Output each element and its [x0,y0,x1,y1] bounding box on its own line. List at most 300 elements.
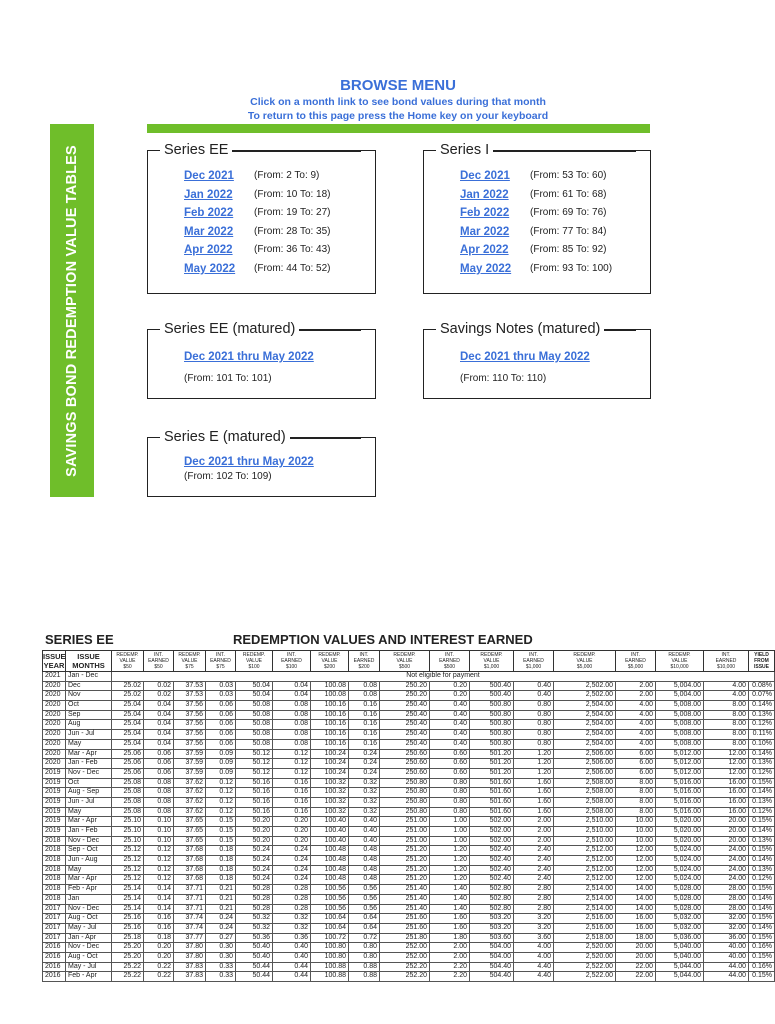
list-item [184,206,331,220]
list-item [460,262,612,276]
table-cell: 0.14% [749,788,775,798]
table-cell: 0.16 [144,914,174,924]
table-row [43,875,775,885]
table-cell: 2,506.00 [554,759,616,769]
list-item [460,169,607,183]
table-cell: 24.00 [704,846,749,856]
table-cell: 14.00 [616,894,656,904]
table-cell: 100.64 [311,923,349,933]
table-cell: 250.60 [380,768,430,778]
table-cell: 0.60 [430,768,470,778]
table-cell: 0.40 [430,720,470,730]
table-cell: 100.08 [311,691,349,701]
table-cell: 2.40 [514,875,554,885]
table-cell: 0.80 [514,739,554,749]
table-cell: 6.00 [616,768,656,778]
table-cell: 504.00 [470,952,514,962]
table-cell: 504.00 [470,943,514,953]
table-cell: 5,040.00 [656,952,704,962]
range-text: (From: 102 To: 109) [184,471,272,482]
table-cell: 0.48 [349,865,380,875]
table-cell: 0.12 [206,797,236,807]
table-cell: 0.06 [206,720,236,730]
table-cell: Not eligible for payment [112,672,775,682]
month-link[interactable]: Apr 2022 [184,244,233,256]
table-cell: 2,510.00 [554,817,616,827]
column-header: REDEMP. VALUE $5,000 [554,651,616,672]
table-cell: 500.40 [470,691,514,701]
table-cell: 37.71 [174,894,206,904]
month-link[interactable]: Dec 2021 [184,170,234,182]
table-cell: 1.20 [430,846,470,856]
table-cell: 2.00 [616,691,656,701]
month-link[interactable]: Apr 2022 [460,244,509,256]
table-cell: 0.20 [273,827,311,837]
table-cell: 0.16 [349,730,380,740]
table-cell: 0.80 [514,720,554,730]
table-cell: 2020 [43,681,66,691]
table-cell: 5,044.00 [656,972,704,982]
table-cell: 5,024.00 [656,856,704,866]
table-cell: 25.16 [112,923,144,933]
table-cell: May [66,865,112,875]
table-cell: 50.44 [236,962,273,972]
redemption-table [42,650,775,982]
table-cell: 0.56 [349,885,380,895]
table-cell: 0.18 [144,933,174,943]
table-cell: Nov - Dec [66,943,112,953]
table-cell: 100.40 [311,827,349,837]
range-text: (From: 93 To: 100) [530,263,613,274]
table-cell: 0.16 [349,701,380,711]
month-link[interactable]: Dec 2021 [460,170,510,182]
table-cell: 44.00 [704,972,749,982]
table-cell: 0.24 [273,856,311,866]
table-cell: Feb - Apr [66,885,112,895]
table-cell: 0.28 [273,894,311,904]
table-cell: 37.71 [174,904,206,914]
table-row [43,701,775,711]
table-cell: 37.83 [174,962,206,972]
table-cell: 1.40 [430,894,470,904]
table-cell: 22.00 [616,962,656,972]
month-link[interactable]: Mar 2022 [184,226,234,238]
table-cell: May [66,807,112,817]
table-cell: 2019 [43,788,66,798]
table-cell: 0.12 [206,807,236,817]
header-row [43,651,775,672]
table-cell: 0.12 [144,865,174,875]
table-cell: 8.00 [616,778,656,788]
table-cell: 0.48 [349,846,380,856]
table-cell: 37.59 [174,768,206,778]
series-ee-box [147,142,376,294]
table-cell: Aug - Sep [66,788,112,798]
table-cell: 0.60 [430,749,470,759]
table-cell: 37.62 [174,797,206,807]
table-cell: 2016 [43,952,66,962]
table-cell: 0.08 [273,739,311,749]
table-cell: 2.40 [514,846,554,856]
table-cell: 50.04 [236,691,273,701]
table-cell: 50.16 [236,778,273,788]
table-cell: 502.00 [470,827,514,837]
month-link[interactable]: Feb 2022 [184,207,234,219]
table-cell: 251.00 [380,827,430,837]
table-cell: 100.32 [311,797,349,807]
table-cell: 50.08 [236,730,273,740]
list-item [184,262,331,276]
table-cell: 500.80 [470,710,514,720]
table-cell: 0.12 [206,778,236,788]
table-cell: 0.13% [749,797,775,807]
table-cell: 0.06 [206,710,236,720]
table-cell: 0.33 [206,962,236,972]
table-cell: 5,028.00 [656,885,704,895]
table-cell: 251.40 [380,885,430,895]
table-cell: 36.00 [704,933,749,943]
table-cell: 0.22 [144,972,174,982]
range-text: (From: 28 To: 35) [254,226,331,237]
table-cell: 100.16 [311,701,349,711]
table-cell: 0.24 [349,768,380,778]
box-title: Series EE [160,141,232,159]
month-link[interactable]: Mar 2022 [460,226,510,238]
table-cell: Dec [66,681,112,691]
table-cell: 0.12 [206,788,236,798]
table-cell: 0.10% [749,739,775,749]
table-cell: 2.00 [514,827,554,837]
table-cell: 0.06 [206,701,236,711]
month-link[interactable]: Jan 2022 [460,189,509,201]
table-cell: 250.40 [380,720,430,730]
table-cell: Sep [66,710,112,720]
table-cell: 20.00 [704,827,749,837]
table-cell: 0.02 [144,691,174,701]
table-cell: 37.56 [174,739,206,749]
table-cell: 0.15% [749,885,775,895]
table-cell: 2.00 [430,943,470,953]
table-cell: 50.36 [236,933,273,943]
table-cell: 50.20 [236,817,273,827]
table-row [43,885,775,895]
table-cell: 0.44 [273,972,311,982]
table-cell: 0.12% [749,768,775,778]
table-cell: 4.00 [514,952,554,962]
table-cell: 1.60 [514,778,554,788]
table-cell: 25.10 [112,817,144,827]
table-cell: 5,012.00 [656,759,704,769]
table-cell: 0.12 [273,759,311,769]
table-cell: 0.08 [273,710,311,720]
table-cell: 2,508.00 [554,788,616,798]
month-link[interactable]: Jan 2022 [184,189,233,201]
month-range-link[interactable]: Dec 2021 thru May 2022 [184,456,314,468]
table-row [43,710,775,720]
table-cell: 2,514.00 [554,894,616,904]
table-cell: 12.00 [616,856,656,866]
column-header: YIELD FROM ISSUE [749,651,775,672]
table-cell: 0.40 [430,701,470,711]
table-cell: 100.16 [311,730,349,740]
table-cell: 0.16 [273,788,311,798]
table-cell: 0.40 [349,836,380,846]
table-cell: 37.62 [174,788,206,798]
table-cell: 0.40 [514,681,554,691]
table-cell: 0.08 [144,807,174,817]
table-cell: 5,016.00 [656,807,704,817]
table-cell: 2.00 [430,952,470,962]
table-cell: 2018 [43,885,66,895]
table-row [43,788,775,798]
table-cell: 2.80 [514,894,554,904]
table-cell: 2018 [43,875,66,885]
table-cell: 37.68 [174,856,206,866]
table-cell: Jan - Apr [66,933,112,943]
table-cell: 0.15% [749,933,775,943]
table-cell: 100.08 [311,681,349,691]
table-cell: 2.40 [514,856,554,866]
table-cell: 2019 [43,817,66,827]
table-cell: 5,004.00 [656,691,704,701]
table-cell: 0.40 [430,730,470,740]
table-cell: 50.08 [236,739,273,749]
table-cell: 251.20 [380,846,430,856]
table-cell: 0.40 [430,710,470,720]
table-cell: 100.40 [311,817,349,827]
table-cell: 100.48 [311,856,349,866]
table-cell: 1.20 [430,875,470,885]
table-cell: 0.40 [430,739,470,749]
table-cell: 25.20 [112,952,144,962]
box-title: Series E (matured) [160,428,290,446]
series-ee-matured-box [147,321,376,399]
table-cell: 25.08 [112,778,144,788]
box-border-accent [290,437,361,439]
table-cell: 2,508.00 [554,778,616,788]
table-cell: 501.60 [470,788,514,798]
table-cell: Aug [66,720,112,730]
column-header: REDEMP. VALUE $100 [236,651,273,672]
table-cell: 25.06 [112,768,144,778]
table-cell: 2,512.00 [554,846,616,856]
box-title: Series EE (matured) [160,320,299,338]
table-cell: 0.15% [749,972,775,982]
table-cell: 5,020.00 [656,817,704,827]
table-cell: 250.40 [380,710,430,720]
table-cell: 1.60 [430,923,470,933]
table-row [43,768,775,778]
column-header: INT. EARNED $1,000 [514,651,554,672]
list-item [184,243,331,257]
range-text: (From: 110 To: 110) [460,373,547,384]
month-link[interactable]: Feb 2022 [460,207,510,219]
table-cell: 1.20 [514,768,554,778]
table-cell: 50.32 [236,923,273,933]
table-cell: 25.08 [112,797,144,807]
table-cell: 4.00 [704,681,749,691]
table-cell: Mar - Apr [66,749,112,759]
table-cell: 5,020.00 [656,836,704,846]
table-cell: 100.16 [311,710,349,720]
table-cell: 50.32 [236,914,273,924]
table-cell: 100.88 [311,972,349,982]
table-cell: 0.03 [206,681,236,691]
table-cell: 501.60 [470,807,514,817]
table-cell: 2.00 [514,817,554,827]
table-cell: 12.00 [704,759,749,769]
table-cell: 44.00 [704,962,749,972]
table-cell: 0.15% [749,778,775,788]
table-cell: 2,512.00 [554,865,616,875]
table-cell: 5,008.00 [656,710,704,720]
table-cell: 37.65 [174,836,206,846]
table-cell: 0.07% [749,691,775,701]
browse-instruction-2: To return to this page press the Home key on your keyboard [247,110,549,122]
table-cell: 0.88 [349,962,380,972]
table-cell: 500.80 [470,720,514,730]
range-text: (From: 19 To: 27) [254,207,331,218]
table-cell: 50.24 [236,875,273,885]
table-cell: 100.40 [311,836,349,846]
table-cell: 0.80 [514,730,554,740]
table-cell: Nov - Dec [66,768,112,778]
list-item [460,188,607,202]
table-cell: 250.40 [380,701,430,711]
table-cell: 5,020.00 [656,827,704,837]
table-cell: 0.72 [349,933,380,943]
table-cell: 0.13% [749,865,775,875]
table-cell: 2019 [43,807,66,817]
table-cell: 100.24 [311,759,349,769]
table-cell: 100.16 [311,739,349,749]
table-cell: 2020 [43,701,66,711]
table-cell: 37.68 [174,846,206,856]
savings-notes-matured-box [423,321,651,399]
table-cell: 252.20 [380,972,430,982]
table-cell: 2,504.00 [554,730,616,740]
table-cell: Oct [66,701,112,711]
table-cell: 0.30 [206,952,236,962]
table-cell: 16.00 [704,778,749,788]
table-cell: 25.14 [112,894,144,904]
table-cell: 503.20 [470,914,514,924]
table-cell: 0.24 [273,865,311,875]
table-cell: 0.12% [749,720,775,730]
range-text: (From: 53 To: 60) [530,170,607,181]
table-cell: 2,504.00 [554,739,616,749]
table-cell: 12.00 [616,846,656,856]
table-cell: 8.00 [616,807,656,817]
table-cell: 1.40 [430,904,470,914]
table-cell: Jan - Dec [66,672,112,682]
column-header: REDEMP. VALUE $500 [380,651,430,672]
table-cell: 100.32 [311,788,349,798]
table-cell: 5,032.00 [656,923,704,933]
table-cell: Feb - Apr [66,972,112,982]
table-cell: 12.00 [616,875,656,885]
table-row [43,846,775,856]
table-cell: 25.12 [112,865,144,875]
browse-menu-title: BROWSE MENU [340,77,456,94]
table-cell: 50.08 [236,720,273,730]
table-body [43,672,775,982]
table-cell: May [66,739,112,749]
table-cell: 100.24 [311,768,349,778]
month-link[interactable]: May 2022 [184,263,236,275]
table-cell: 37.80 [174,952,206,962]
table-cell: 2019 [43,797,66,807]
table-row [43,894,775,904]
table-cell: 0.24 [273,846,311,856]
table-cell: 0.33 [206,972,236,982]
table-cell: 500.80 [470,739,514,749]
table-cell: 0.15 [206,836,236,846]
table-cell: 0.04 [144,739,174,749]
table-row [43,836,775,846]
table-cell: 0.15% [749,952,775,962]
table-cell: Jan - Feb [66,827,112,837]
table-cell: 502.00 [470,836,514,846]
table-cell: 25.04 [112,710,144,720]
table-cell: 0.14% [749,749,775,759]
table-cell: 250.20 [380,681,430,691]
table-cell: 2.40 [514,865,554,875]
table-cell: 12.00 [616,865,656,875]
table-row [43,865,775,875]
table-cell: 25.08 [112,788,144,798]
table-cell: 0.08 [144,788,174,798]
table-cell: 2.00 [616,681,656,691]
table-cell: 0.36 [273,933,311,943]
table-cell: 1.20 [430,865,470,875]
month-link[interactable]: May 2022 [460,263,512,275]
table-cell: 2,522.00 [554,962,616,972]
table-cell: 0.12% [749,807,775,817]
table-cell: 251.20 [380,856,430,866]
table-cell: 501.20 [470,749,514,759]
month-range-link[interactable]: Dec 2021 thru May 2022 [184,351,314,363]
table-cell: 0.08% [749,681,775,691]
table-cell: 0.88 [349,972,380,982]
table-cell: 0.04 [144,710,174,720]
month-range-link[interactable]: Dec 2021 thru May 2022 [460,351,590,363]
table-cell: 0.16 [273,807,311,817]
column-header: INT. EARNED $75 [206,651,236,672]
list-item [184,188,331,202]
table-cell: 502.80 [470,904,514,914]
table-cell: 0.03 [206,691,236,701]
table-cell: 251.20 [380,875,430,885]
table-cell: 2.80 [514,885,554,895]
table-cell: 16.00 [616,914,656,924]
table-cell: 503.20 [470,923,514,933]
table-cell: 50.12 [236,749,273,759]
table-cell: 25.02 [112,691,144,701]
table-cell: 100.48 [311,846,349,856]
table-cell: 100.24 [311,749,349,759]
table-cell: 501.60 [470,778,514,788]
table-cell: 0.13% [749,836,775,846]
table-cell: 0.10 [144,817,174,827]
table-cell: 0.08 [273,701,311,711]
table-cell: 250.40 [380,739,430,749]
table-cell: 20.00 [704,817,749,827]
browse-instruction-1: Click on a month link to see bond values during that month [250,96,546,108]
table-cell: 0.14% [749,701,775,711]
table-cell: Jun - Jul [66,797,112,807]
table-row [43,856,775,866]
